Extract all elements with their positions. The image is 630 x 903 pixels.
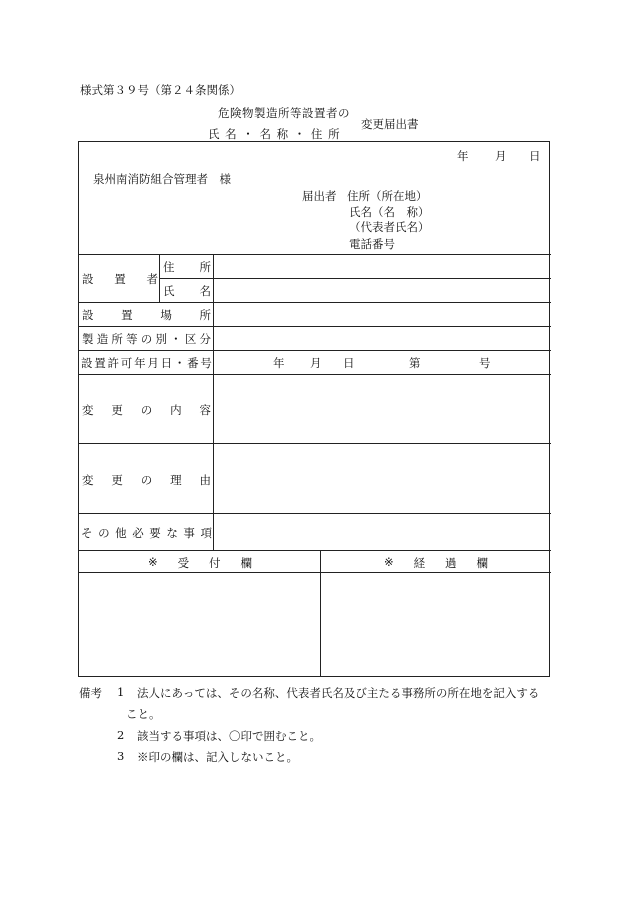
- applicant-address-label: 住所（所在地）: [347, 189, 428, 203]
- date-month-label: 月: [495, 149, 507, 163]
- facility-type-label: 製 造 所 等 の 別 ・ 区 分: [82, 332, 211, 346]
- note-text: 該当する事項は、〇印で囲むこと。: [137, 729, 321, 743]
- permit-day-label: 日: [343, 356, 355, 370]
- permit-year-label: 年: [273, 356, 285, 370]
- row-divider: [79, 550, 551, 551]
- change-content-field[interactable]: [214, 375, 550, 442]
- location-field[interactable]: [214, 303, 550, 325]
- form-number: 様式第３９号（第２４条関係）: [80, 83, 241, 97]
- note-number: 1: [117, 685, 125, 699]
- other-items-label: そ の 他 必 要 な 事 項: [81, 526, 212, 540]
- title-suffix: 変更届出書: [361, 117, 419, 131]
- installer-label: 設 置 者: [82, 272, 158, 286]
- permit-label: 設 置 許 可 年 月 日 ・ 番 号: [81, 356, 212, 370]
- progress-box: [321, 573, 550, 677]
- title-line-1: 危険物製造所等設置者の: [218, 106, 350, 120]
- note-number: 3: [117, 749, 125, 763]
- applicant-name-label: 氏名（名 称）: [349, 205, 430, 219]
- addressee: 泉州南消防組合管理者 様: [93, 172, 231, 186]
- other-items-field[interactable]: [214, 514, 550, 549]
- column-divider: [159, 254, 160, 302]
- note-text-continuation: こと。: [126, 707, 161, 721]
- permit-number-prefix: 第: [409, 356, 421, 370]
- reception-box: [79, 573, 319, 677]
- progress-column-header: ※ 経 過 欄: [384, 555, 488, 570]
- date-year-label: 年: [457, 149, 469, 163]
- change-reason-label: 変 更 の 理 由: [82, 473, 211, 487]
- notes-heading: 備考: [79, 686, 102, 700]
- reception-column-header: ※ 受 付 欄: [148, 555, 252, 570]
- title-line-2: 氏 名 ・ 名 称 ・ 住 所: [208, 127, 341, 141]
- applicant-label: 届出者: [302, 189, 337, 203]
- note-text: ※印の欄は、記入しないこと。: [137, 750, 298, 764]
- change-content-label: 変 更 の 内 容: [82, 403, 211, 417]
- installer-address-label: 住 所: [163, 260, 211, 274]
- note-number: 2: [117, 728, 125, 742]
- installer-name-field[interactable]: [214, 279, 550, 301]
- note-text: 法人にあっては、その名称、代表者氏名及び主たる事務所の所在地を記入する: [137, 686, 540, 700]
- installer-name-label: 氏 名: [163, 284, 211, 298]
- representative-label: （代表者氏名）: [349, 220, 430, 234]
- permit-number-suffix: 号: [479, 356, 491, 370]
- form-table: [78, 141, 550, 677]
- installer-address-field[interactable]: [214, 255, 550, 277]
- row-divider: [79, 350, 551, 351]
- date-day-label: 日: [529, 149, 541, 163]
- permit-month-label: 月: [310, 356, 322, 370]
- facility-type-field[interactable]: [214, 327, 550, 349]
- phone-label: 電話番号: [349, 237, 395, 251]
- location-label: 設 置 場 所: [82, 308, 211, 322]
- change-reason-field[interactable]: [214, 444, 550, 512]
